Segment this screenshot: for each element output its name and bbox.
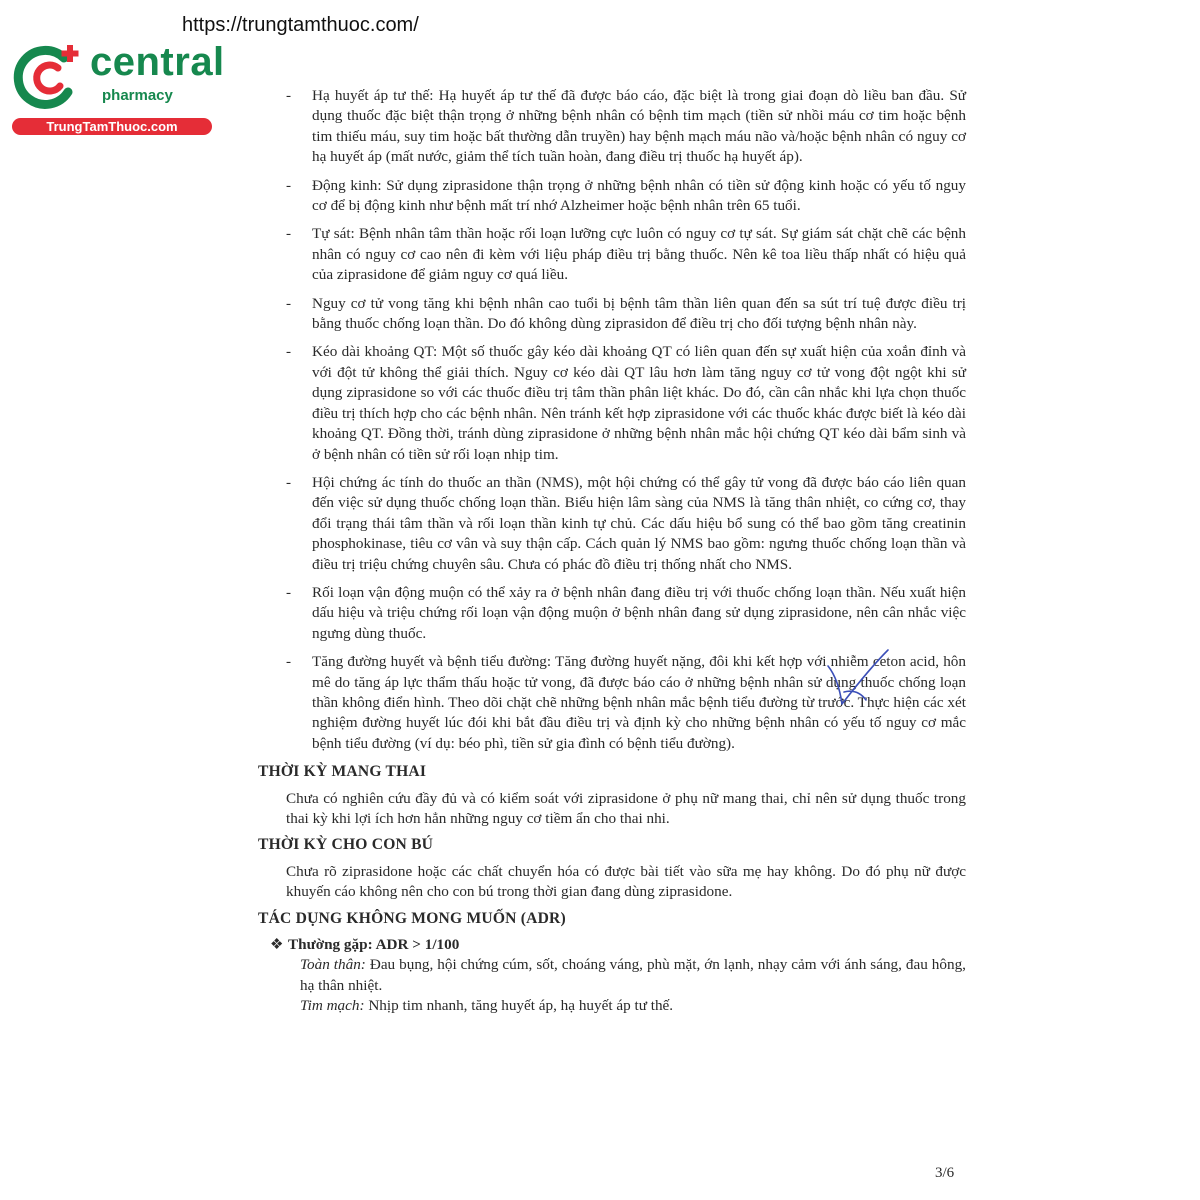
bullet-dash: - [286,653,292,671]
warning-item [258,342,966,464]
adr-cardio-label: Tim mạch: [300,997,365,1015]
warning-text: Nguy cơ tử vong tăng khi bệnh nhân cao tuổi bị bệnh tâm thần liên quan đến sa sút trí tuệ được điều trị bằng thuốc chống loạn thần. Do đó không dùng ziprasidon để điều trị cho đối tượng bệnh nhân này. [312,294,966,333]
adr-common-title [270,935,966,955]
bullet-dash: - [286,176,292,194]
warning-item [258,176,966,217]
bullet-dash: - [286,294,292,312]
pregnancy-text: Chưa có nghiên cứu đầy đủ và có kiểm soát với ziprasidone ở phụ nữ mang thai, chỉ nên sử dụng thuốc trong thai kỳ khi lợi ích hơn hẳn những nguy cơ tiềm ẩn cho thai nhi. [286,789,966,827]
warning-item [258,583,966,644]
document-body [258,86,966,1017]
bullet-dash: - [286,87,292,104]
warning-text: Hạ huyết áp tư thế: Hạ huyết áp tư thế đã được báo cáo, đặc biệt là trong giai đoạn dò liều ban đầu. Sử dụng thuốc đặc biệt thận trọng ở những bệnh nhân có bệnh tim mạch (tiền sử nhồi máu cơ tim hoặc bệnh tim thiếu máu, suy tim hoặc bất thường dẫn truyền) hay bệnh mạch máu não và/hoặc bệnh nhân có nguy cơ hạ huyết áp (mất nước, giảm thể tích tuần hoàn, đang điều trị thuốc hạ huyết áp). [312,87,966,166]
adr-general-label: Toàn thân: [300,956,366,974]
adr-cardio-line [300,996,966,1016]
central-pharmacy-logo-icon [12,42,84,114]
bullet-dash: - [286,225,292,243]
warning-text: Hội chứng ác tính do thuốc an thần (NMS), một hội chứng có thể gây tử vong đã được báo cáo liên quan đến việc sử dụng thuốc chống loạn thần. Biểu hiện lâm sàng của NMS là tăng thân nhiệt, co cứng cơ, thay đổi trạng thái tâm thần và rối loạn thần kinh tự chủ. Các dấu hiệu bổ sung có thể bao gồm tăng creatinin phosphokinase, tiêu cơ vân và suy thận cấp. Cách quản lý NMS bao gồm: ngưng thuốc chống loạn thần và điều trị triệu chứng chuyên sâu. Chưa có phác đồ điều trị thống nhất cho NMS. [312,473,966,573]
breastfeeding-heading: THỜI KỲ CHO CON BÚ [258,836,434,854]
warning-item [258,86,966,168]
warning-item [258,224,966,285]
handwritten-signature-mark [822,646,892,716]
warning-text: Tự sát: Bệnh nhân tâm thần hoặc rối loạn lưỡng cực luôn có nguy cơ tự sát. Sự giám sát chặt chẽ các bệnh nhân có nguy cơ cao nên đi kèm với liệu pháp điều trị bằng thuốc. Nên kê toa liều thấp nhất có hiệu quả của ziprasidone để giảm nguy cơ quá liều. [312,225,966,284]
adr-cardio-text: Nhịp tim nhanh, tăng huyết áp, hạ huyết áp tư thế. [364,997,674,1015]
diamond-bullet-icon: ❖ [270,936,284,954]
site-url: https://trungtamthuoc.com/ [182,14,419,36]
pharmacy-logo [10,38,225,138]
logo-wordmark: central [90,40,225,84]
bullet-dash: - [286,473,292,491]
page-number: 3/6 [935,1165,955,1181]
adr-common-title-text: Thường gặp: ADR > 1/100 [288,936,460,954]
adr-common-block [270,935,966,1017]
warning-item [258,294,966,335]
bullet-dash: - [286,343,292,361]
logo-subtitle: pharmacy [102,87,173,104]
breastfeeding-text: Chưa rõ ziprasidone hoặc các chất chuyển hóa có được bài tiết vào sữa mẹ hay không. Do đó phụ nữ được khuyến cáo không nên cho con bú trong thời gian đang dùng ziprasidone. [286,862,966,901]
adr-heading: TÁC DỤNG KHÔNG MONG MUỐN (ADR) [258,909,566,927]
warning-item [258,473,966,575]
adr-general-line [300,955,966,996]
adr-general-text: Đau bụng, hội chứng cúm, sốt, choáng váng, phù mặt, ớn lạnh, nhạy cảm với ánh sáng, đau hông, hạ thân nhiệt. [300,956,966,994]
logo-banner: TrungTamThuoc.com [12,118,212,135]
warning-text: Kéo dài khoảng QT: Một số thuốc gây kéo dài khoảng QT có liên quan đến sự xuất hiện của xoắn đỉnh và với đột tử không thể giải thích. Nguy cơ kéo dài QT lâu hơn làm tăng nguy cơ tử vong đột ngột khi sử dụng ziprasidone so với các thuốc điều trị tâm thần phân liệt khác. Do đó, cần cân nhắc khi lựa chọn thuốc điều trị thích hợp cho các bệnh nhân. Nên tránh kết hợp ziprasidone với các thuốc khác được biết là kéo dài khoảng QT. Đồng thời, tránh dùng ziprasidone ở những bệnh nhân mắc hội chứng QT kéo dài bẩm sinh và ở bệnh nhân có tiền sử rối loạn nhịp tim. [312,343,966,463]
warning-text: Rối loạn vận động muộn có thể xảy ra ở bệnh nhân đang điều trị với thuốc chống loạn thần. Nếu xuất hiện dấu hiệu và triệu chứng rối loạn vận động muộn ở bệnh nhân đang sử dụng ziprasidone, nên cân nhắc việc ngưng dùng thuốc. [312,583,966,642]
bullet-dash: - [286,583,292,601]
pregnancy-heading: THỜI KỲ MANG THAI [258,763,427,781]
warning-text: Động kinh: Sử dụng ziprasidone thận trọng ở những bệnh nhân có tiền sử động kinh hoặc có yếu tố nguy cơ để bị động kinh như bệnh mất trí nhớ Alzheimer hoặc bệnh nhân trên 65 tuổi. [312,176,966,215]
warning-text: Tăng đường huyết và bệnh tiểu đường: Tăng đường huyết nặng, đôi khi kết hợp với nhiễm ceton acid, hôn mê do tăng áp lực thẩm thấu hoặc tử vong, đã được báo cáo ở những bệnh nhân sử dụng thuốc chống loạn thần không điển hình. Theo dõi chặt chẽ những bệnh nhân mắc bệnh tiểu đường từ trước. Thực hiện các xét nghiệm đường huyết lúc đói khi bắt đầu điều trị và định kỳ cho những bệnh nhân có yếu tố nguy cơ mắc bệnh tiểu đường (ví dụ: béo phì, tiền sử gia đình có bệnh tiểu đường). [312,653,966,752]
